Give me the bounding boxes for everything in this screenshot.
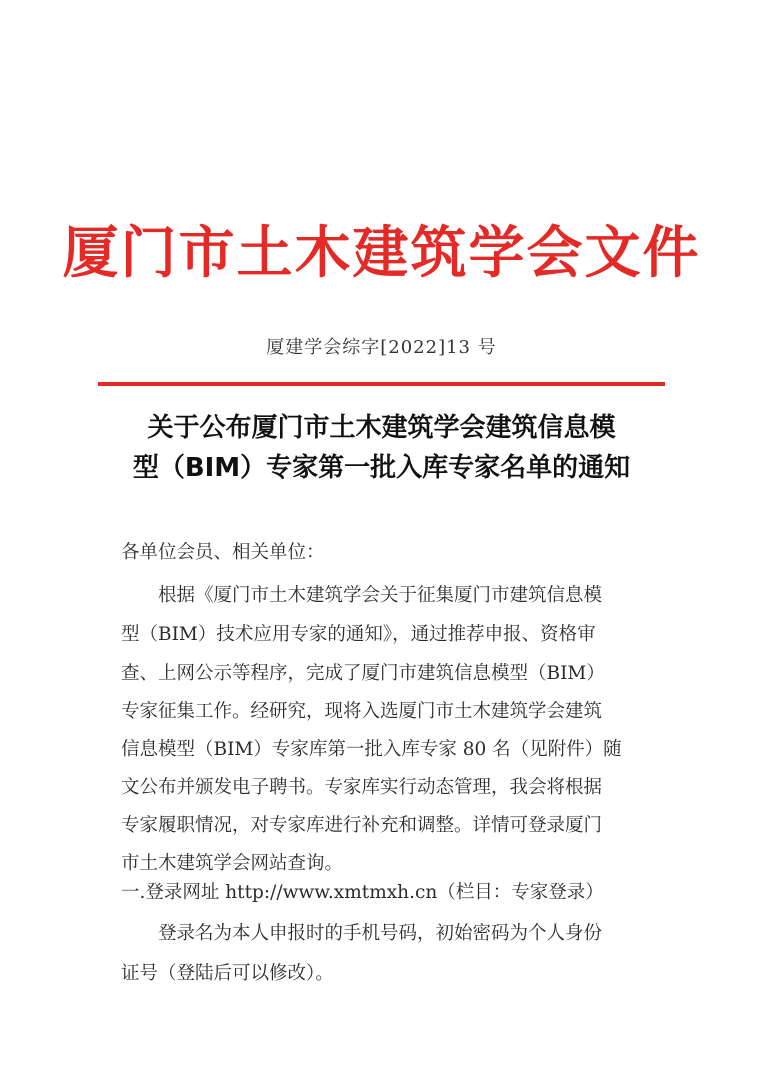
salutation: 各单位会员、相关单位：	[121, 542, 325, 563]
paragraph-1-line: 专家征集工作。经研究，现将入选厦门市土木建筑学会建筑	[121, 701, 603, 722]
paragraph-1-line: 根据《厦门市土木建筑学会关于征集厦门市建筑信息模	[158, 585, 603, 606]
notice-title-line-1: 关于公布厦门市土木建筑学会建筑信息模	[147, 413, 616, 443]
paragraph-1-line: 信息模型（BIM）专家库第一批入库专家 80 名（见附件）随	[121, 739, 622, 760]
paragraph-1-line: 专家履职情况，对专家库进行补充和调整。详情可登录厦门	[121, 815, 603, 836]
paragraph-1-line: 文公布并颁发电子聘书。专家库实行动态管理，我会将根据	[121, 777, 603, 798]
paragraph-2-line: 登录名为本人申报时的手机号码，初始密码为个人身份	[158, 923, 603, 944]
red-divider-line	[98, 382, 665, 386]
notice-title-line-2: 型（BIM）专家第一批入库专家名单的通知	[132, 453, 631, 483]
paragraph-1-line: 查、上网公示等程序，完成了厦门市建筑信息模型（BIM）	[121, 663, 605, 684]
paragraph-1-line: 型（BIM）技术应用专家的通知》，通过推荐申报、资格审	[121, 624, 596, 645]
org-header-title: 厦门市土木建筑学会文件	[62, 220, 701, 286]
paragraph-1-line: 市土木建筑学会网站查询。	[121, 853, 344, 874]
notice-title	[100, 408, 663, 488]
document-number: 厦建学会综字[2022]13 号	[266, 337, 497, 358]
section-1-heading: 一.登录网址 http://www.xmtmxh.cn（栏目：专家登录）	[121, 882, 604, 903]
paragraph-2-line: 证号（登陆后可以修改）。	[121, 963, 334, 984]
